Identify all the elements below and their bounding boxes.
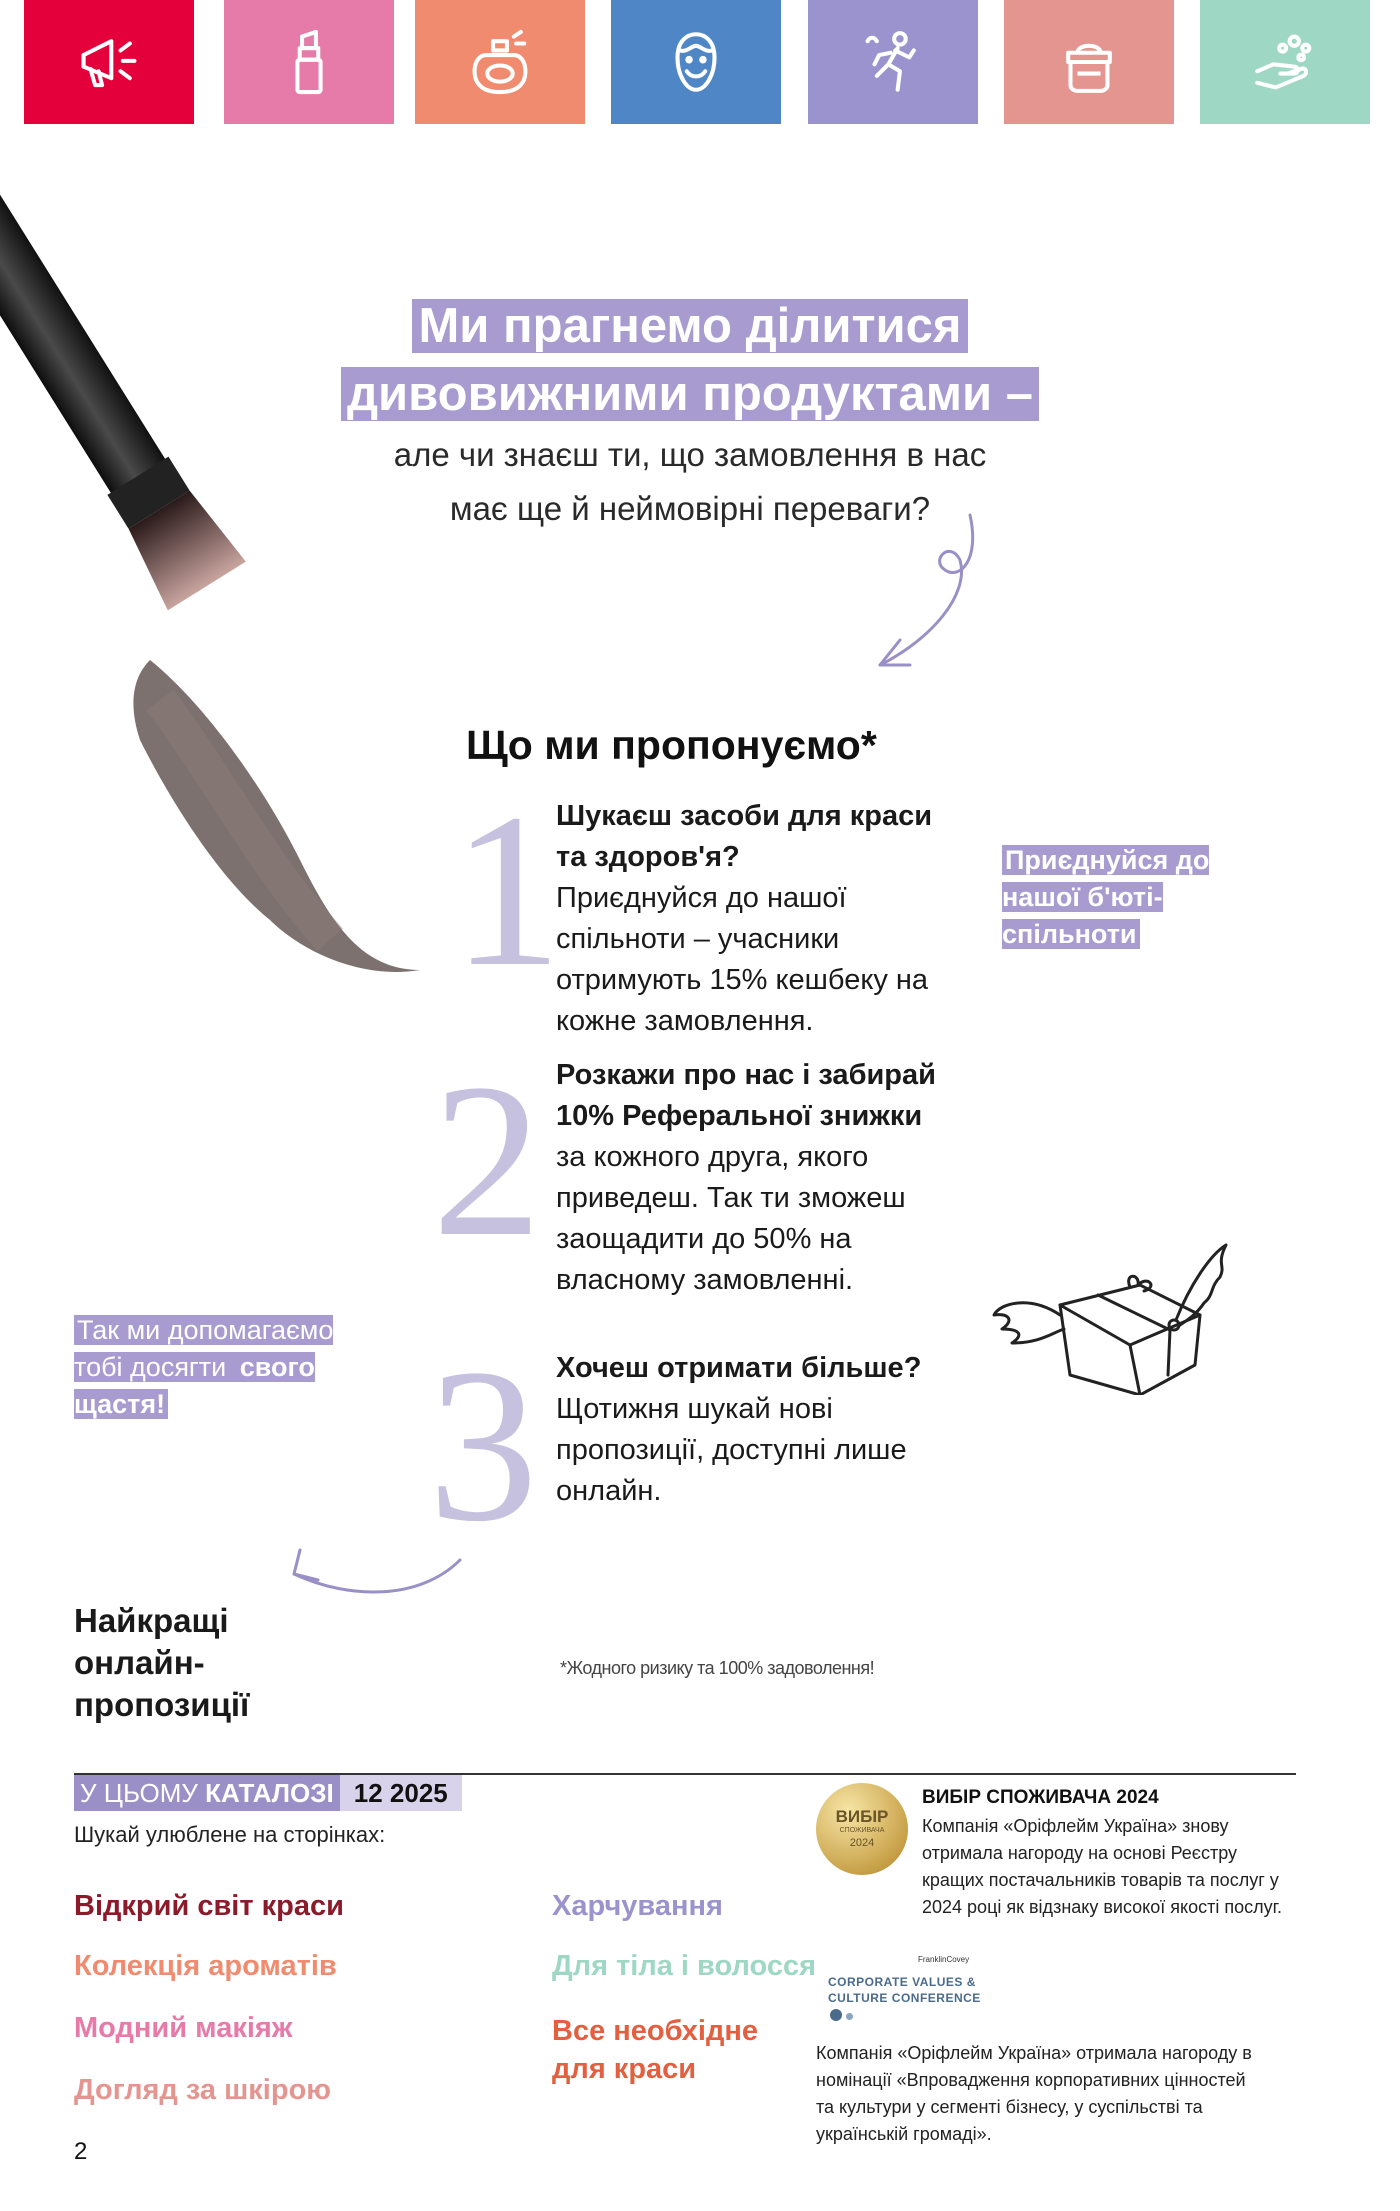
catalog-link-body-hair[interactable]: Для тіла і волосся bbox=[552, 1950, 817, 1982]
offer-number-2: 2 bbox=[432, 1038, 542, 1282]
help-note bbox=[74, 1312, 374, 1423]
catalog-issue: 12 2025 bbox=[340, 1775, 462, 1811]
help-note-part2: свого щастя! bbox=[74, 1352, 315, 1419]
man-face-icon bbox=[659, 25, 733, 99]
tab-promotions[interactable] bbox=[24, 0, 194, 124]
offer-item-2 bbox=[556, 1055, 956, 1301]
conference-brand: FranklinCovey bbox=[918, 1955, 970, 1964]
catalog-label-light: У ЦЬОМУ bbox=[80, 1778, 206, 1808]
catalog-label bbox=[74, 1775, 462, 1811]
subtitle-line1: але чи знаєш ти, що замовлення в нас bbox=[393, 436, 987, 473]
catalog-subtitle: Шукай улюблене на сторінках: bbox=[74, 1822, 386, 1847]
bath-hand-icon bbox=[1248, 25, 1322, 99]
tab-fragrance[interactable] bbox=[415, 0, 585, 124]
conference-logo bbox=[826, 1955, 986, 2025]
tab-men[interactable] bbox=[611, 0, 781, 124]
tab-makeup[interactable] bbox=[224, 0, 394, 124]
offer-item-1 bbox=[556, 796, 946, 1042]
award-text-2: Компанія «Оріфлейм Україна» отримала нагороду в номінації «Впровадження корпоративних цінностей та культури у сегменті бізнесу, у суспільстві та українській громаді». bbox=[816, 2043, 1252, 2144]
page-number: 2 bbox=[74, 2138, 88, 2165]
badge-title: ВИБІР bbox=[835, 1807, 889, 1826]
award-heading: ВИБІР СПОЖИВАЧА 2024 bbox=[922, 1787, 1159, 1808]
tab-wellness[interactable] bbox=[808, 0, 978, 124]
curved-arrow-icon bbox=[280, 1540, 480, 1620]
catalog-link-skincare[interactable]: Догляд за шкірою bbox=[74, 2074, 332, 2106]
cream-jar-icon bbox=[1052, 25, 1126, 99]
catalog-link-beauty-world[interactable]: Відкрий світ краси bbox=[74, 1890, 344, 1922]
join-community-link[interactable]: Приєднуйся до нашої б'юті-спільноти bbox=[1002, 845, 1210, 949]
tab-body-hair[interactable] bbox=[1200, 0, 1370, 124]
offer-item-1-heading: Шукаєш засоби для краси та здоров'я? bbox=[556, 800, 933, 873]
help-note-part1: Так ми допомагаємо тобі досягти bbox=[74, 1315, 334, 1382]
badge-sub: СПОЖИВАЧА bbox=[839, 1827, 885, 1834]
tab-skincare[interactable] bbox=[1004, 0, 1174, 124]
offer-item-3 bbox=[556, 1348, 946, 1512]
offer-number-3: 3 bbox=[428, 1323, 538, 1567]
footnote: *Жодного ризику та 100% задоволення! bbox=[560, 1658, 875, 1678]
running-person-icon bbox=[856, 25, 930, 99]
perfume-icon bbox=[463, 25, 537, 99]
headline bbox=[300, 292, 1080, 428]
offer-item-2-heading: Розкажи про нас і забирай 10% Реферальної знижки bbox=[556, 1059, 936, 1132]
offer-item-2-text: за кожного друга, якого приведеш. Так ти зможеш заощадити до 50% на власному замовленні. bbox=[556, 1141, 906, 1296]
flying-gift-icon bbox=[990, 1225, 1230, 1395]
curly-arrow-icon bbox=[860, 500, 1000, 690]
headline-line2: дивовижними продуктами – bbox=[341, 367, 1039, 421]
conference-dots-icon-2 bbox=[846, 2013, 853, 2020]
catalog-link-beauty-essentials[interactable]: Все необхідне для краси bbox=[552, 2015, 759, 2085]
best-online-offers: Найкращі онлайн-пропозиції bbox=[74, 1602, 250, 1723]
award-text-1: Компанія «Оріфлейм Україна» знову отримала нагороду на основі Реєстру кращих постачальників товарів та послуг у 2024 році як відзнаку високої якості послуг. bbox=[922, 1816, 1282, 1917]
catalog-link-nutrition[interactable]: Харчування bbox=[552, 1890, 723, 1922]
headline-line1: Ми прагнемо ділитися bbox=[412, 299, 967, 353]
subtitle-line2: має ще й неймовірні переваги? bbox=[449, 490, 931, 527]
catalog-label-bold: КАТАЛОЗІ bbox=[205, 1778, 334, 1808]
offer-title: Що ми пропонуємо* bbox=[466, 722, 877, 768]
offer-number-1: 1 bbox=[452, 768, 562, 1012]
catalog-link-makeup[interactable]: Модний макіяж bbox=[74, 2012, 293, 2044]
consumer-choice-badge bbox=[816, 1783, 908, 1875]
offer-item-1-text: Приєднуйся до нашої спільноти – учасники отримують 15% кешбеку на кожне замовлення. bbox=[556, 882, 929, 1037]
conference-line1: CORPORATE VALUES & bbox=[828, 1975, 976, 1989]
conference-line2: CULTURE CONFERENCE bbox=[828, 1991, 981, 2005]
offer-item-3-heading: Хочеш отримати більше? bbox=[556, 1352, 922, 1384]
offer-item-3-text: Щотижня шукай нові пропозиції, доступні лише онлайн. bbox=[556, 1393, 907, 1507]
conference-dots-icon bbox=[830, 2009, 842, 2021]
badge-year: 2024 bbox=[849, 1837, 875, 1849]
megaphone-icon bbox=[72, 25, 146, 99]
lipstick-icon bbox=[272, 25, 346, 99]
catalog-link-fragrance[interactable]: Колекція ароматів bbox=[74, 1950, 337, 1982]
